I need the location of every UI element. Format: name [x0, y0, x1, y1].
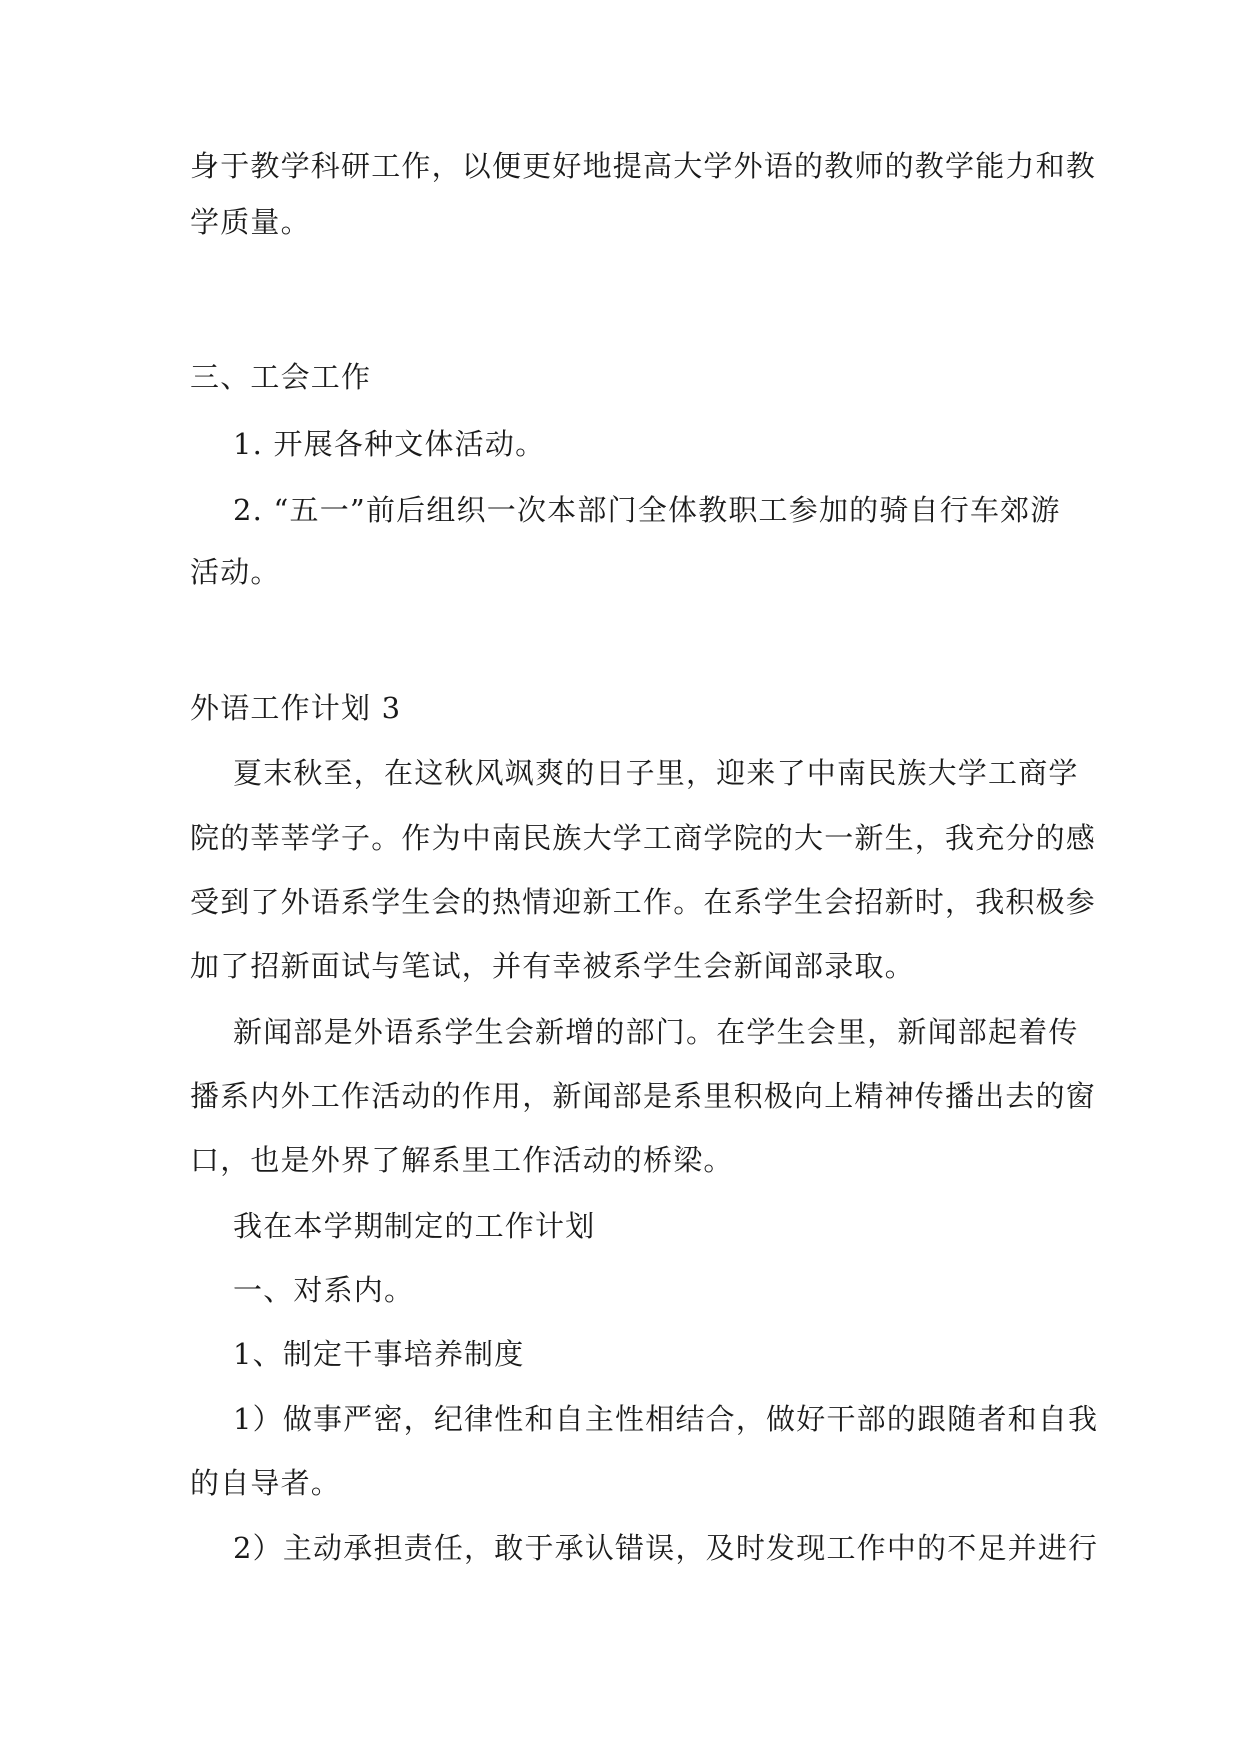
- list-item: 1. 开展各种文体活动。: [233, 427, 546, 461]
- list-item: 2）主动承担责任，敢于承认错误，及时发现工作中的不足并进行: [233, 1531, 1099, 1565]
- paragraph-line: 加了招新面试与笔试，并有幸被系学生会新闻部录取。: [190, 949, 915, 983]
- paragraph-line: 受到了外语系学生会的热情迎新工作。在系学生会招新时，我积极参: [190, 885, 1097, 919]
- paragraph-line: 活动。: [190, 555, 281, 589]
- paragraph-line: 学质量。: [190, 205, 311, 239]
- paragraph-line: 身于教学科研工作，以便更好地提高大学外语的教师的教学能力和教: [190, 149, 1097, 183]
- section-heading: 三、工会工作: [190, 360, 372, 394]
- paragraph-line: 夏末秋至，在这秋风飒爽的日子里，迎来了中南民族大学工商学: [233, 756, 1079, 790]
- paragraph-line: 的自导者。: [190, 1466, 342, 1500]
- paragraph-line: 院的莘莘学子。作为中南民族大学工商学院的大一新生，我充分的感: [190, 821, 1097, 855]
- section-heading: 一、对系内。: [233, 1273, 415, 1307]
- paragraph-line: 播系内外工作活动的作用，新闻部是系里积极向上精神传播出去的窗: [190, 1079, 1097, 1113]
- list-item: 1）做事严密，纪律性和自主性相结合，做好干部的跟随者和自我: [233, 1402, 1099, 1436]
- paragraph-line: 我在本学期制定的工作计划: [233, 1209, 596, 1243]
- document-title: 外语工作计划 3: [190, 691, 402, 725]
- paragraph-line: 口，也是外界了解系里工作活动的桥梁。: [190, 1143, 734, 1177]
- list-item: 2. “五一”前后组织一次本部门全体教职工参加的骑自行车郊游: [233, 493, 1061, 527]
- subsection-heading: 1、制定干事培养制度: [233, 1337, 525, 1371]
- paragraph-line: 新闻部是外语系学生会新增的部门。在学生会里，新闻部起着传: [233, 1015, 1079, 1049]
